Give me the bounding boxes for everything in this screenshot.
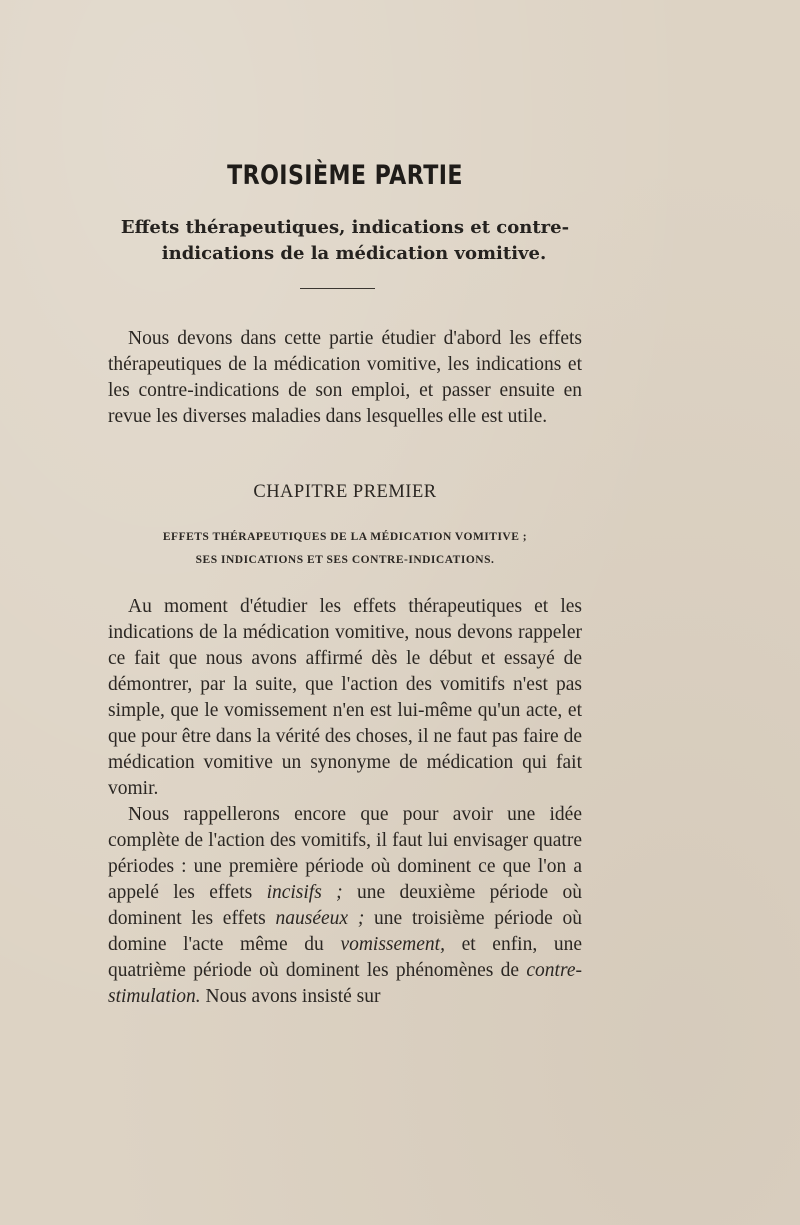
chapter-subtitle-line-2: SES INDICATIONS ET SES CONTRE-INDICATIONS. bbox=[195, 554, 495, 566]
paragraph-2-text-d: et enfin, une quatrième période où dominent les phénomènes de bbox=[108, 934, 582, 981]
paragraph-2-text-e: Nous avons insisté sur bbox=[200, 986, 381, 1007]
intro-paragraph: Nous devons dans cette partie étudier d'abord les effets thérapeutiques de la médication vomitive, les indications et les contre-indications de son emploi, et passer ensuite en revue les diverses maladies dans lesquelles elle est utile. bbox=[108, 328, 582, 427]
chapter-subtitle-line-1: EFFETS THÉRAPEUTIQUES DE LA MÉDICATION VOMITIVE ; bbox=[162, 531, 528, 543]
paragraph-2-text-c: une troisième période où domine l'acte même du bbox=[108, 908, 582, 955]
emphasis-incisifs: incisifs ; bbox=[266, 882, 343, 903]
main-paragraph-1: Au moment d'étudier les effets thérapeutiques et les indications de la médication vomitive, nous devons rappeler ce fait que nous avons affirmé dès le début et essayé de démontrer, par la suite, que l'action des vomitifs n'est pas simple, que le vomissement n'en est lui-même qu'un acte, et que pour être dans la vérité des choses, il ne faut pas faire de médication vomitive un synonyme de médication qui fait vomir. bbox=[108, 596, 582, 799]
chapter-subtitle bbox=[108, 526, 582, 572]
chapter-title: CHAPITRE PREMIER bbox=[253, 482, 437, 502]
emphasis-vomissement: vomissement, bbox=[340, 934, 445, 955]
emphasis-nauseeux: nauséeux ; bbox=[275, 908, 365, 929]
part-subtitle-line-1: Effets thérapeutiques, indications et contre- bbox=[120, 217, 570, 238]
part-subtitle bbox=[100, 215, 590, 267]
main-paragraph-2 bbox=[108, 802, 582, 1010]
paragraph-2-text-a: Nous rappellerons encore que pour avoir une idée complète de l'action des vomitifs, il faut lui envisager quatre périodes : une première période où dominent ce que l'on a appelé les effets bbox=[108, 804, 582, 903]
intro-section bbox=[108, 326, 582, 430]
main-section bbox=[108, 594, 582, 1010]
part-title: TROISIÈME PARTIE bbox=[227, 160, 463, 191]
paragraph-2-text-b: une deuxième période où dominent les effets bbox=[108, 882, 583, 929]
part-subtitle-line-2: indications de la médication vomitive. bbox=[161, 243, 547, 264]
emphasis-contre-stimulation: contre-stimulation. bbox=[108, 960, 582, 1007]
section-divider bbox=[300, 288, 375, 289]
